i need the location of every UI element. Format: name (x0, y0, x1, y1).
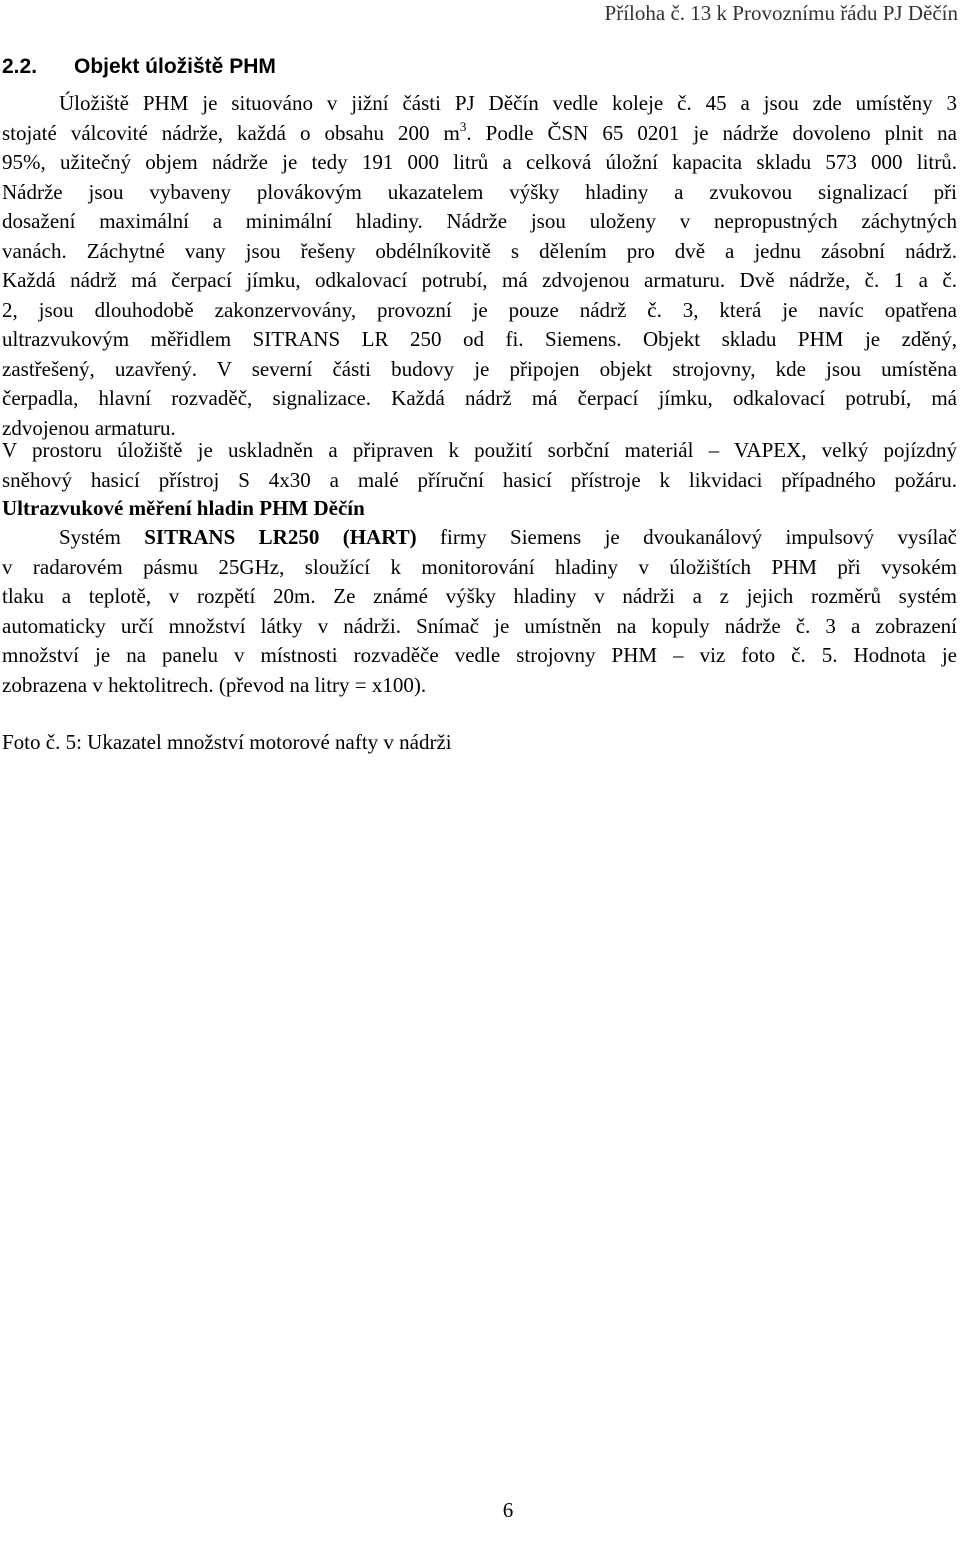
text-line (2, 523, 957, 553)
text-fragment: . Podle ČSN 65 0201 je nádrže dovoleno plnit na (466, 120, 957, 145)
text-fragment: firmy Siemens je dvoukanálový impulsový vysílač (416, 525, 957, 549)
text-line: V prostoru úložiště je uskladněn a připraven k použití sorbční materiál – VAPEX, velký pojízdný (2, 438, 957, 462)
paragraph-fire-equipment (2, 436, 957, 495)
product-name: SITRANS LR250 (HART) (144, 525, 417, 549)
paragraph-storage-description (2, 89, 957, 443)
photo-caption: Foto č. 5: Ukazatel množství motorové nafty v nádrži (2, 730, 452, 754)
subheading: Ultrazvukové měření hladin PHM Děčín (2, 496, 365, 520)
subheading-block (2, 494, 957, 524)
text-line: Každá nádrž má čerpací jímku, odkalovací potrubí, má zdvojenou armaturu. Dvě nádrže, č. 1 a č. (2, 268, 957, 292)
text-line: množství je na panelu v místnosti rozvaděče vedle strojovny PHM – viz foto č. 5. Hodnota je (2, 643, 957, 667)
text-line: čerpadla, hlavní rozvaděč, signalizace. Každá nádrž má čerpací jímku, odkalovací potrubí, má (2, 386, 957, 410)
paragraph-ultrasonic-system (2, 523, 957, 700)
text-line: zdvojenou armaturu. (2, 415, 176, 440)
page-header: Příloha č. 13 k Provoznímu řádu PJ Děčín (604, 1, 958, 25)
section-number: 2.2. (2, 55, 38, 78)
section-heading (2, 54, 276, 80)
text-line: zobrazena v hektolitrech. (převod na litry = x100). (2, 672, 427, 697)
section-title: Objekt úložiště PHM (74, 55, 276, 78)
text-line: Úložiště PHM je situováno v jižní části PJ Děčín vedle koleje č. 45 a jsou zde umístěny 3 (59, 91, 957, 115)
superscript: 3 (459, 118, 467, 134)
text-line: vanách. Záchytné vany jsou řešeny obdélníkovitě s dělením pro dvě a jednu zásobní nádrž. (2, 238, 957, 263)
text-line: 95%, užitečný objem nádrže je tedy 191 000 litrů a celková úložní kapacita skladu 573 000 litrů. (2, 150, 957, 174)
text-fragment: Systém (59, 525, 145, 549)
text-line: dosažení maximální a minimální hladiny. Nádrže jsou uloženy v nepropustných záchytných (2, 209, 957, 233)
text-fragment: stojaté válcovité nádrže, každá o obsahu 200 m (2, 120, 460, 145)
text-line (2, 119, 957, 149)
text-line: v radarovém pásmu 25GHz, sloužící k monitorování hladiny v úložištích PHM při vysokém (2, 554, 957, 579)
text-line: ultrazvukovým měřidlem SITRANS LR 250 od fi. Siemens. Objekt skladu PHM je zděný, (2, 327, 957, 351)
text-line: tlaku a teplotě, v rozpětí 20m. Ze známé výšky hladiny v nádrži a z jejich rozměrů systém (2, 584, 957, 608)
page-number: 6 (502, 1498, 514, 1522)
text-line: automaticky určí množství látky v nádrži. Snímač je umístněn na kopuly nádrže č. 3 a zobrazení (2, 613, 957, 638)
text-line: zastřešený, uzavřený. V severní části budovy je připojen objekt strojovny, kde jsou umístěna (2, 356, 957, 381)
text-line: 2, jsou dlouhodobě zakonzervovány, provozní je pouze nádrž č. 3, která je navíc opatřena (2, 297, 957, 322)
text-line: Nádrže jsou vybaveny plovákovým ukazatelem výšky hladiny a zvukovou signalizací při (2, 179, 957, 204)
text-line: sněhový hasicí přístroj S 4x30 a malé příruční hasicí přístroje k likvidaci případného požáru. (2, 467, 957, 492)
